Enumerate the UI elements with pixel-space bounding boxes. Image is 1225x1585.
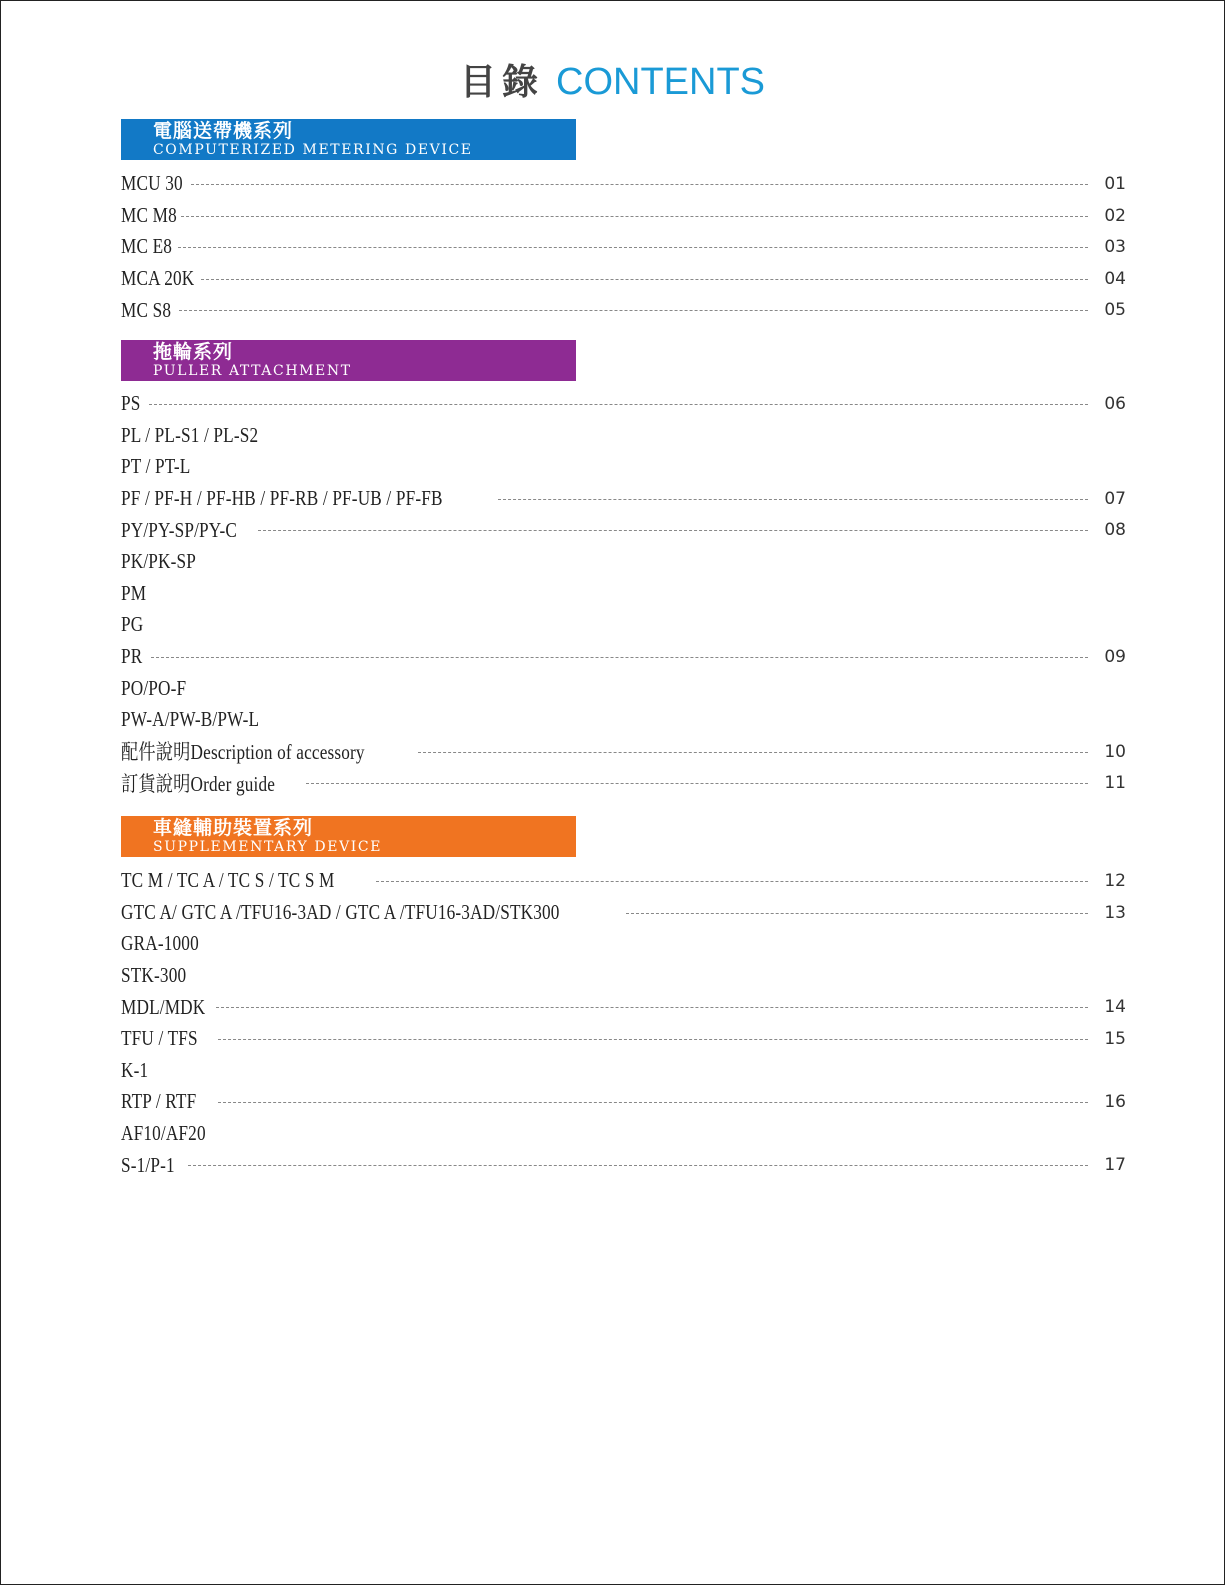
entry-label: GTC A/ GTC A /TFU16-3AD / GTC A /TFU16-3AD/STK300 xyxy=(121,899,560,924)
toc-entry[interactable] xyxy=(121,200,1126,232)
toc-entry[interactable] xyxy=(121,736,1126,768)
entry-label: AF10/AF20 xyxy=(121,1121,206,1146)
entry-label: PO/PO-F xyxy=(121,675,187,700)
section-title-zh: 車縫輔助裝置系列 xyxy=(153,817,314,839)
section-title-zh: 拖輪系列 xyxy=(153,341,234,363)
toc-entry[interactable] xyxy=(121,865,1126,897)
dot-leader xyxy=(498,499,1088,500)
entry-page: 11 xyxy=(1104,773,1126,794)
entry-label: K-1 xyxy=(121,1057,149,1082)
section-header-computerized xyxy=(121,119,576,160)
entry-page: 02 xyxy=(1104,205,1126,226)
section-title-en: PULLER ATTACHMENT xyxy=(153,363,352,379)
toc-entry[interactable] xyxy=(121,672,1126,704)
dot-leader xyxy=(418,752,1088,753)
entry-label: PS xyxy=(121,391,141,416)
toc-entry[interactable] xyxy=(121,514,1126,546)
entry-page: 17 xyxy=(1104,1155,1126,1176)
entry-page: 08 xyxy=(1104,520,1126,541)
toc-entry[interactable] xyxy=(121,388,1126,420)
dot-leader xyxy=(626,913,1088,914)
entry-label: 訂貨說明Order guide xyxy=(121,771,276,796)
entry-page: 14 xyxy=(1104,997,1126,1018)
toc-entry[interactable] xyxy=(121,294,1126,326)
toc-list-puller xyxy=(121,388,1126,799)
entry-page: 06 xyxy=(1104,394,1126,414)
dot-leader xyxy=(376,881,1088,882)
entry-page: 10 xyxy=(1104,741,1126,762)
dot-leader xyxy=(216,1007,1088,1008)
title-zh: 目錄 xyxy=(459,62,544,103)
dot-leader xyxy=(179,310,1088,311)
entry-page: 12 xyxy=(1104,871,1126,891)
toc-entry[interactable] xyxy=(121,641,1126,673)
entry-label: RTP / RTF xyxy=(121,1089,197,1114)
section-title-zh: 電腦送帶機系列 xyxy=(153,120,294,142)
dot-leader xyxy=(258,530,1088,531)
entry-label: GRA-1000 xyxy=(121,931,199,956)
dot-leader xyxy=(218,1102,1088,1103)
toc-entry[interactable] xyxy=(121,960,1126,992)
toc-entry[interactable] xyxy=(121,928,1126,960)
entry-label: PG xyxy=(121,612,144,637)
entry-page: 04 xyxy=(1104,268,1126,289)
toc-entry[interactable] xyxy=(121,1149,1126,1181)
toc-entry[interactable] xyxy=(121,420,1126,452)
toc-entry[interactable] xyxy=(121,451,1126,483)
entry-page: 05 xyxy=(1104,300,1126,321)
toc-entry[interactable] xyxy=(121,168,1126,200)
entry-page: 01 xyxy=(1104,174,1126,194)
entry-label: PW-A/PW-B/PW-L xyxy=(121,707,260,732)
entry-label: TFU / TFS xyxy=(121,1026,198,1051)
entry-page: 09 xyxy=(1104,646,1126,667)
dot-leader xyxy=(178,247,1088,248)
entry-label: PF / PF-H / PF-HB / PF-RB / PF-UB / PF-FB xyxy=(121,486,443,511)
entry-label: PL / PL-S1 / PL-S2 xyxy=(121,422,259,447)
entry-label: PK/PK-SP xyxy=(121,549,197,574)
toc-entry[interactable] xyxy=(121,578,1126,610)
toc-entry[interactable] xyxy=(121,1055,1126,1087)
entry-label: PT / PT-L xyxy=(121,454,191,479)
toc-entry[interactable] xyxy=(121,704,1126,736)
dot-leader xyxy=(151,657,1088,658)
dot-leader xyxy=(201,279,1088,280)
toc-entry[interactable] xyxy=(121,767,1126,799)
dot-leader xyxy=(149,404,1088,405)
title-en: CONTENTS xyxy=(556,61,765,103)
dot-leader xyxy=(306,783,1088,784)
toc-entry[interactable] xyxy=(121,609,1126,641)
toc-entry[interactable] xyxy=(121,483,1126,515)
toc-entry[interactable] xyxy=(121,1023,1126,1055)
section-title-en: COMPUTERIZED METERING DEVICE xyxy=(153,142,473,158)
dot-leader xyxy=(181,216,1088,217)
section-header-supplementary xyxy=(121,816,576,857)
toc-entry[interactable] xyxy=(121,1118,1126,1150)
entry-label: PR xyxy=(121,644,143,669)
section-title-en: SUPPLEMENTARY DEVICE xyxy=(153,839,383,855)
toc-list-supplementary xyxy=(121,865,1126,1181)
entry-page: 03 xyxy=(1104,237,1126,258)
entry-label: S-1/P-1 xyxy=(121,1152,175,1177)
section-header-puller xyxy=(121,340,576,381)
dot-leader xyxy=(191,184,1088,185)
entry-label: MC E8 xyxy=(121,234,173,259)
entry-label: 配件說明Description of accessory xyxy=(121,740,365,765)
entry-label: PM xyxy=(121,580,147,605)
entry-page: 13 xyxy=(1104,902,1126,923)
page-title xyxy=(0,56,1225,115)
entry-page: 15 xyxy=(1104,1028,1126,1049)
toc-entry[interactable] xyxy=(121,231,1126,263)
dot-leader xyxy=(218,1039,1088,1040)
entry-label: MCU 30 xyxy=(121,171,183,196)
toc-entry[interactable] xyxy=(121,546,1126,578)
entry-label: MCA 20K xyxy=(121,266,195,291)
entry-label: MC M8 xyxy=(121,202,177,227)
entry-label: TC M / TC A / TC S / TC S M xyxy=(121,868,335,893)
entry-page: 16 xyxy=(1104,1092,1126,1113)
toc-entry[interactable] xyxy=(121,991,1126,1023)
entry-label: STK-300 xyxy=(121,963,187,988)
toc-entry[interactable] xyxy=(121,897,1126,929)
dot-leader xyxy=(188,1165,1088,1166)
toc-entry[interactable] xyxy=(121,263,1126,295)
entry-page: 07 xyxy=(1104,488,1126,509)
entry-label: PY/PY-SP/PY-C xyxy=(121,517,238,542)
entry-label: MDL/MDK xyxy=(121,994,206,1019)
entry-label: MC S8 xyxy=(121,297,172,322)
toc-list-computerized xyxy=(121,168,1126,326)
toc-entry[interactable] xyxy=(121,1086,1126,1118)
